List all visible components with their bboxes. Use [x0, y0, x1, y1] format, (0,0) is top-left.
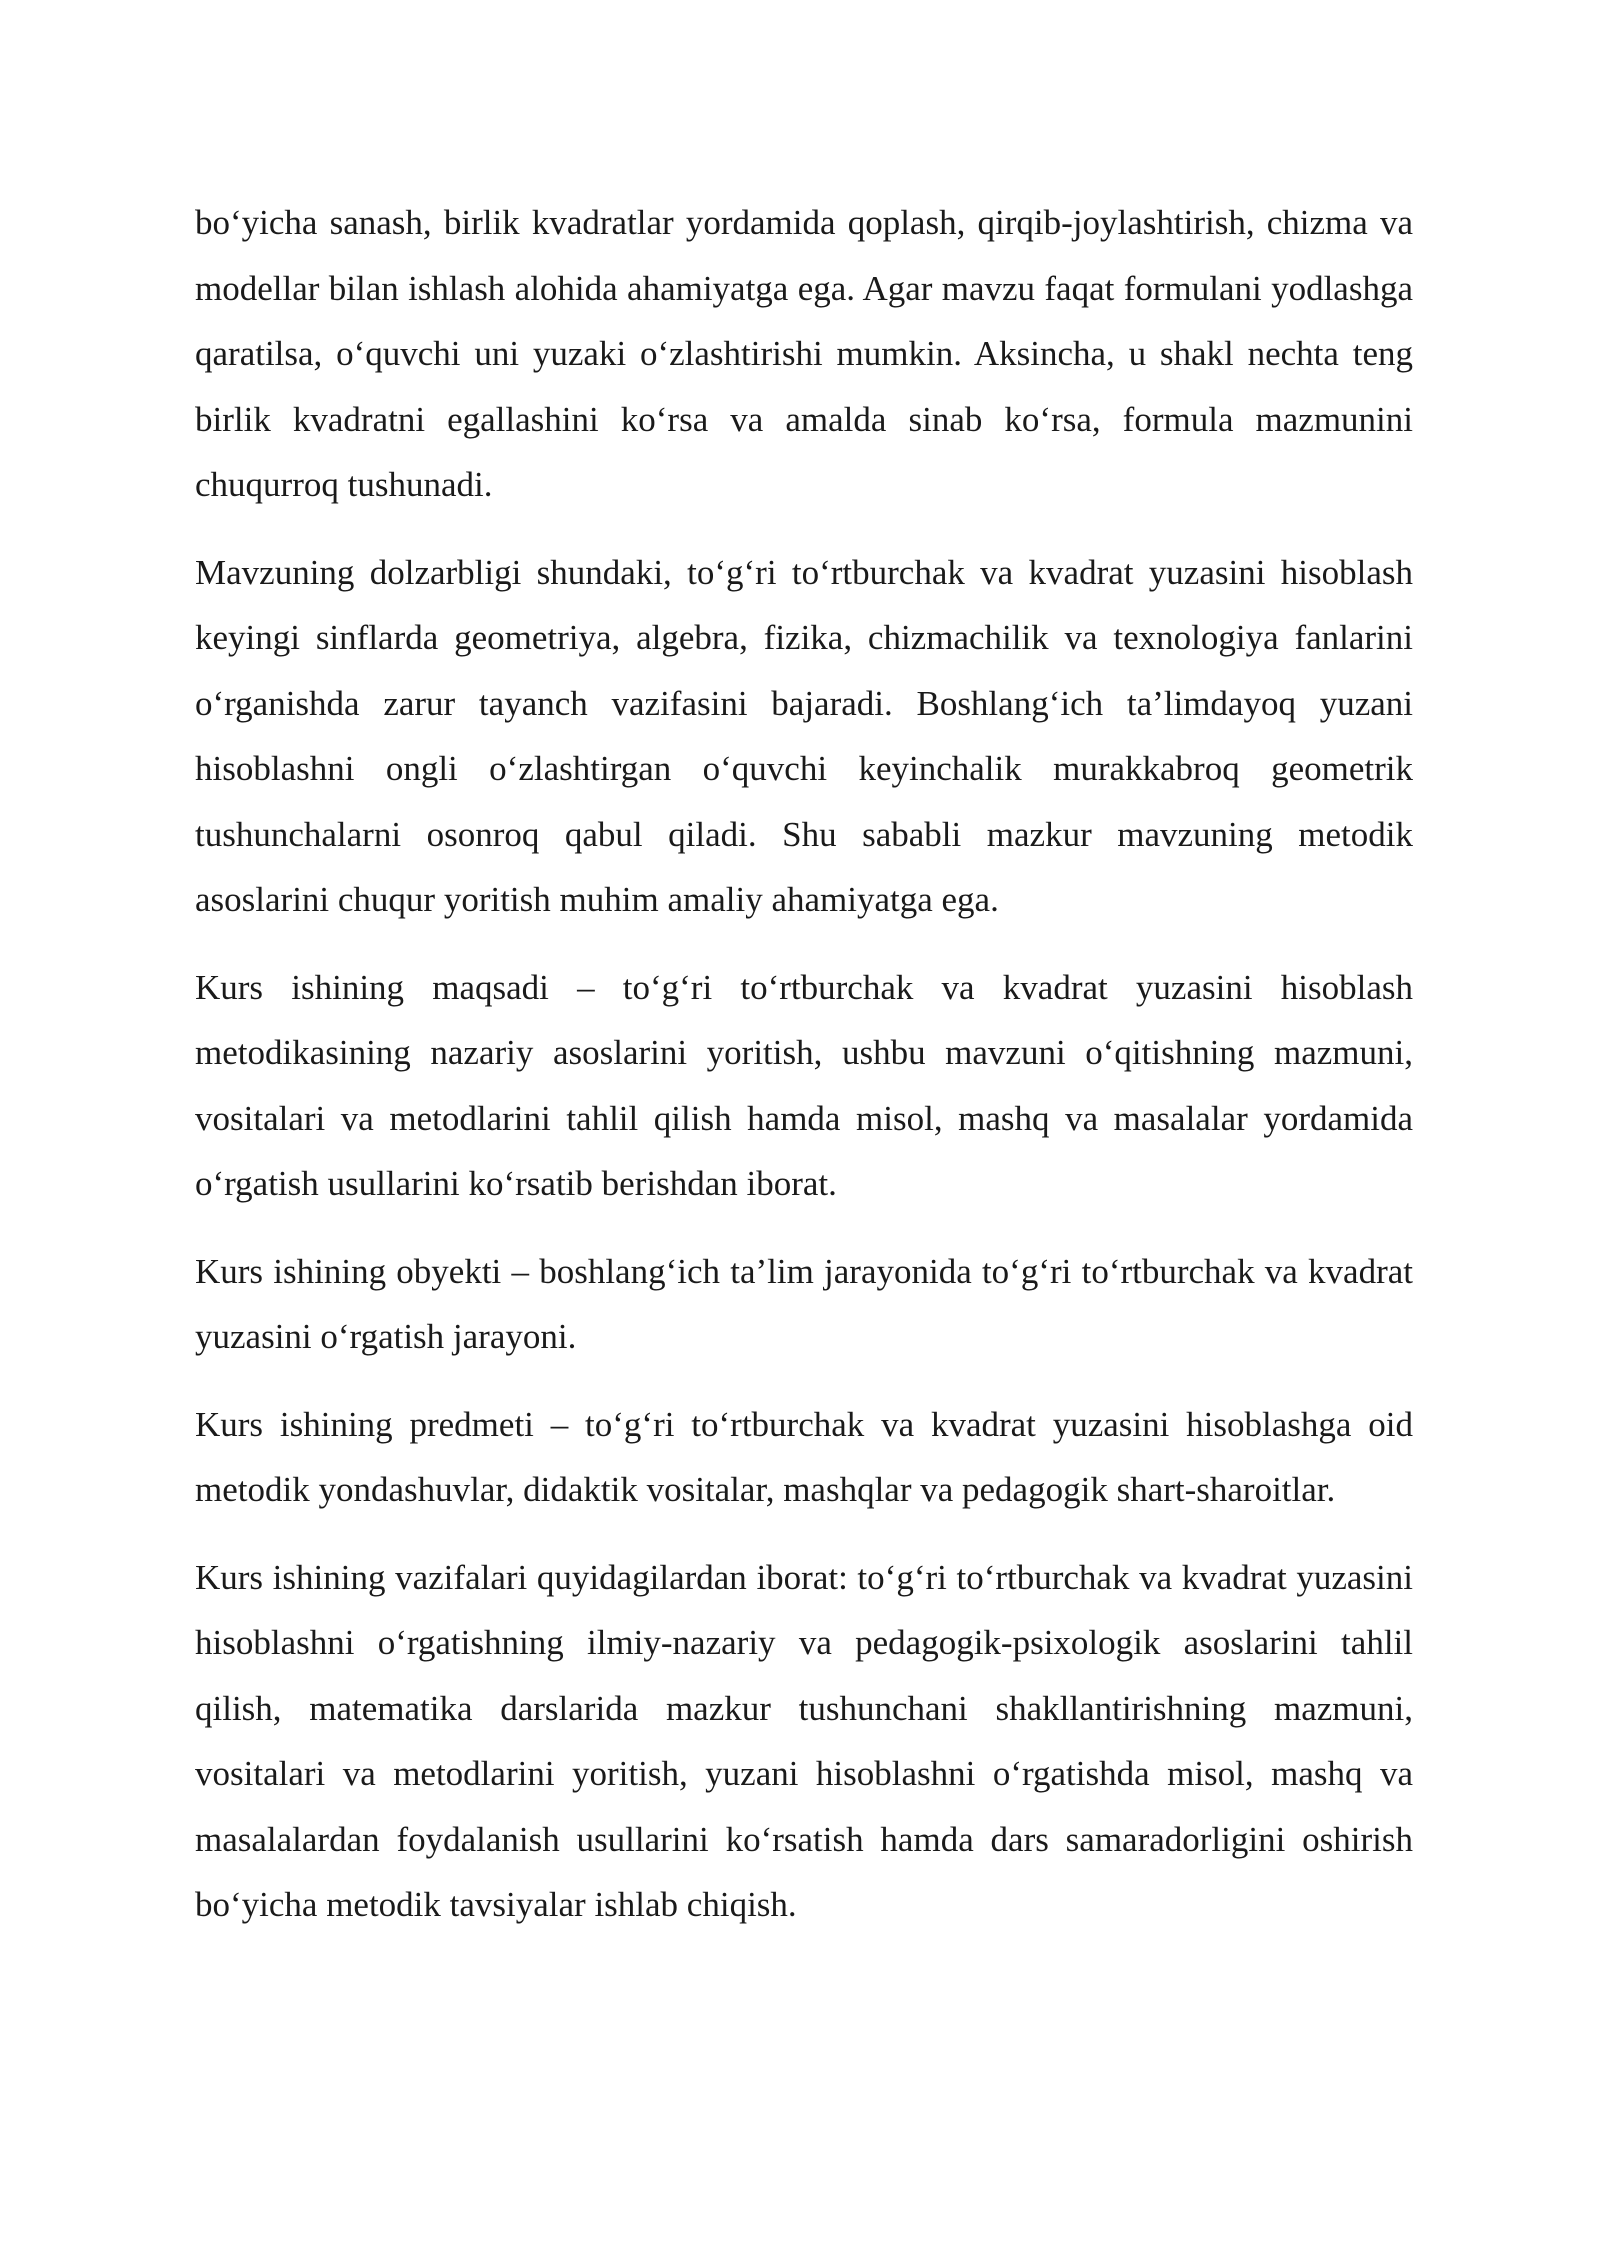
paragraph-tasks: Kurs ishining vazifalari quyidagilardan iborat: to‘g‘ri to‘rtburchak va kvadrat yuzasini hisoblashni o‘rgatishning ilmiy-nazariy va pedagogik-psixologik asoslarini tahlil qilish, matematika darslarida mazkur tushunchani shakllantirishning mazmuni, vositalari va metodlarini yoritish, yuzani hisoblashni o‘rgatishda misol, mashq va masalalardan foydalanish usullarini ko‘rsatish hamda dars samaradorligini oshirish bo‘yicha metodik tavsiyalar ishlab chiqish. [195, 1557, 1413, 1924]
paragraph-object: Kurs ishining obyekti – boshlang‘ich ta’lim jarayonida to‘g‘ri to‘rtburchak va kvadrat yuzasini o‘rgatish jarayoni. [195, 1251, 1413, 1356]
paragraph-relevance: Mavzuning dolzarbligi shundaki, to‘g‘ri to‘rtburchak va kvadrat yuzasini hisoblash keyingi sinflarda geometriya, algebra, fizika, chizmachilik va texnologiya fanlarini o‘rganishda zarur tayanch vazifasini bajaradi. Boshlang‘ich ta’limdayoq yuzani hisoblashni ongli o‘zlashtirgan o‘quvchi keyinchalik murakkabroq geometrik tushunchalarni osonroq qabul qiladi. Shu sababli mazkur mavzuning metodik asoslarini chuqur yoritish muhim amaliy ahamiyatga ega. [195, 552, 1413, 919]
paragraph-subject: Kurs ishining predmeti – to‘g‘ri to‘rtburchak va kvadrat yuzasini hisoblashga oid metodik yondashuvlar, didaktik vositalar, mashqlar va pedagogik shart-sharoitlar. [195, 1404, 1413, 1509]
document-body [195, 190, 1413, 1960]
paragraph-intro-continuation: bo‘yicha sanash, birlik kvadratlar yordamida qoplash, qirqib-joylashtirish, chizma va modellar bilan ishlash alohida ahamiyatga ega. Agar mavzu faqat formulani yodlashga qaratilsa, o‘quvchi uni yuzaki o‘zlashtirishi mumkin. Aksincha, u shakl nechta teng birlik kvadratni egallashini ko‘rsa va amalda sinab ko‘rsa, formula mazmunini chuqurroq tushunadi. [195, 203, 1413, 504]
paragraph-aim: Kurs ishining maqsadi – to‘g‘ri to‘rtburchak va kvadrat yuzasini hisoblash metodikasining nazariy asoslarini yoritish, ushbu mavzuni o‘qitishning mazmuni, vositalari va metodlarini tahlil qilish hamda misol, mashq va masalalar yordamida o‘rgatish usullarini ko‘rsatib berishdan iborat. [195, 967, 1413, 1203]
